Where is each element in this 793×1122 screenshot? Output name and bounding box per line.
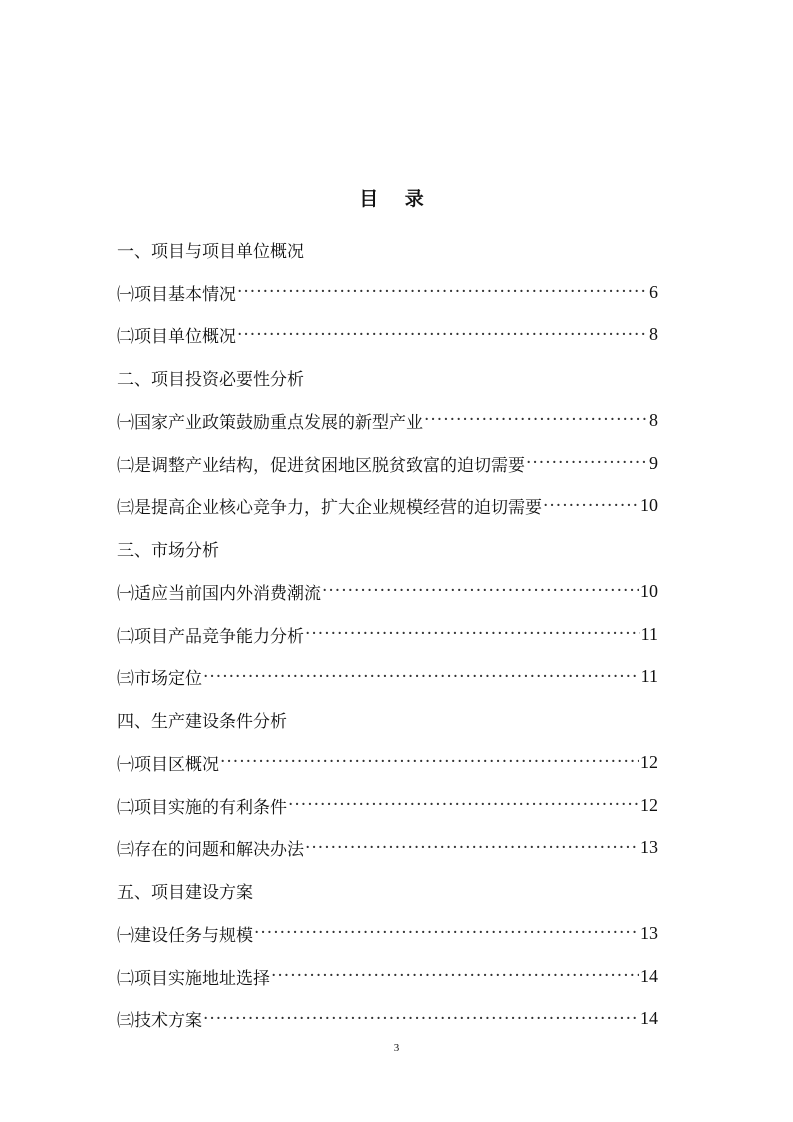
toc-entry-label: ㈠国家产业政策鼓励重点发展的新型产业 [117,412,423,433]
leader-dots [203,667,640,687]
toc-entry-page: 10 [640,495,658,516]
leader-dots [288,795,639,815]
page-number: 3 [393,1042,400,1054]
toc-entry-label: ㈠项目区概况 [117,754,219,775]
toc-entry[interactable] [117,784,658,827]
toc-entry-label: ㈠适应当前国内外消费潮流 [117,583,321,604]
toc-entry-label: ㈡是调整产业结构，促进贫困地区脱贫致富的迫切需要 [117,455,525,476]
toc-entry-label: ㈡项目单位概况 [117,327,236,348]
toc-entry[interactable] [117,827,658,870]
toc-entry[interactable] [117,485,658,528]
leader-dots [237,282,648,302]
toc-entry[interactable] [117,314,658,357]
toc-section-heading[interactable] [117,698,658,741]
leader-dots [526,453,648,473]
section-heading-label: 五、项目建设方案 [117,883,253,904]
leader-dots [271,966,639,986]
toc-entry[interactable] [117,613,658,656]
leader-dots [322,581,639,601]
leader-dots [254,923,639,943]
toc-section-heading[interactable] [117,869,658,912]
leader-dots [305,624,640,644]
section-heading-label: 一、项目与项目单位概况 [117,241,304,262]
toc-entry-page: 9 [649,452,658,473]
toc-title: 目 录 [359,188,434,210]
toc-entry-page: 11 [640,666,658,687]
toc-entry-page: 14 [640,1008,658,1029]
toc-entry-label: ㈡项目产品竞争能力分析 [117,626,304,647]
leader-dots [237,325,648,345]
toc-entry-page: 6 [649,281,658,302]
toc-entry-label: ㈢是提高企业核心竞争力，扩大企业规模经营的迫切需要 [117,498,542,519]
leader-dots [305,838,639,858]
toc-entry-page: 14 [640,965,658,986]
toc-entry[interactable] [117,955,658,998]
toc-entry[interactable] [117,570,658,613]
toc-entry-page: 13 [640,922,658,943]
toc-section-heading[interactable] [117,356,658,399]
toc-entry-label: ㈢存在的问题和解决办法 [117,840,304,861]
toc-entry-label: ㈠项目基本情况 [117,284,236,305]
toc-entry-page: 8 [649,409,658,430]
toc-entry-page: 11 [640,623,658,644]
toc-entry[interactable] [117,656,658,699]
toc-entry-page: 8 [649,324,658,345]
toc-entry-page: 10 [640,580,658,601]
section-heading-label: 四、生产建设条件分析 [117,712,287,733]
section-heading-label: 二、项目投资必要性分析 [117,370,304,391]
toc-entry-label: ㈢技术方案 [117,1011,202,1032]
toc-entry-label: ㈡项目实施地址选择 [117,968,270,989]
leader-dots [203,1009,639,1029]
toc-entry-page: 13 [640,837,658,858]
leader-dots [220,752,639,772]
section-heading-label: 三、市场分析 [117,541,219,562]
toc-section-heading[interactable] [117,527,658,570]
toc-entry[interactable] [117,399,658,442]
toc-entry-page: 12 [640,794,658,815]
toc-entry[interactable] [117,442,658,485]
leader-dots [543,496,639,516]
toc-entry[interactable] [117,998,658,1041]
toc-entry-label: ㈡项目实施的有利条件 [117,797,287,818]
toc-entry[interactable] [117,741,658,784]
leader-dots [424,410,648,430]
toc-entry[interactable] [117,271,658,314]
toc-entry-page: 12 [640,751,658,772]
table-of-contents [117,228,658,1040]
toc-section-heading[interactable] [117,228,658,271]
toc-entry-label: ㈠建设任务与规模 [117,925,253,946]
toc-entry-label: ㈢市场定位 [117,669,202,690]
toc-entry[interactable] [117,912,658,955]
